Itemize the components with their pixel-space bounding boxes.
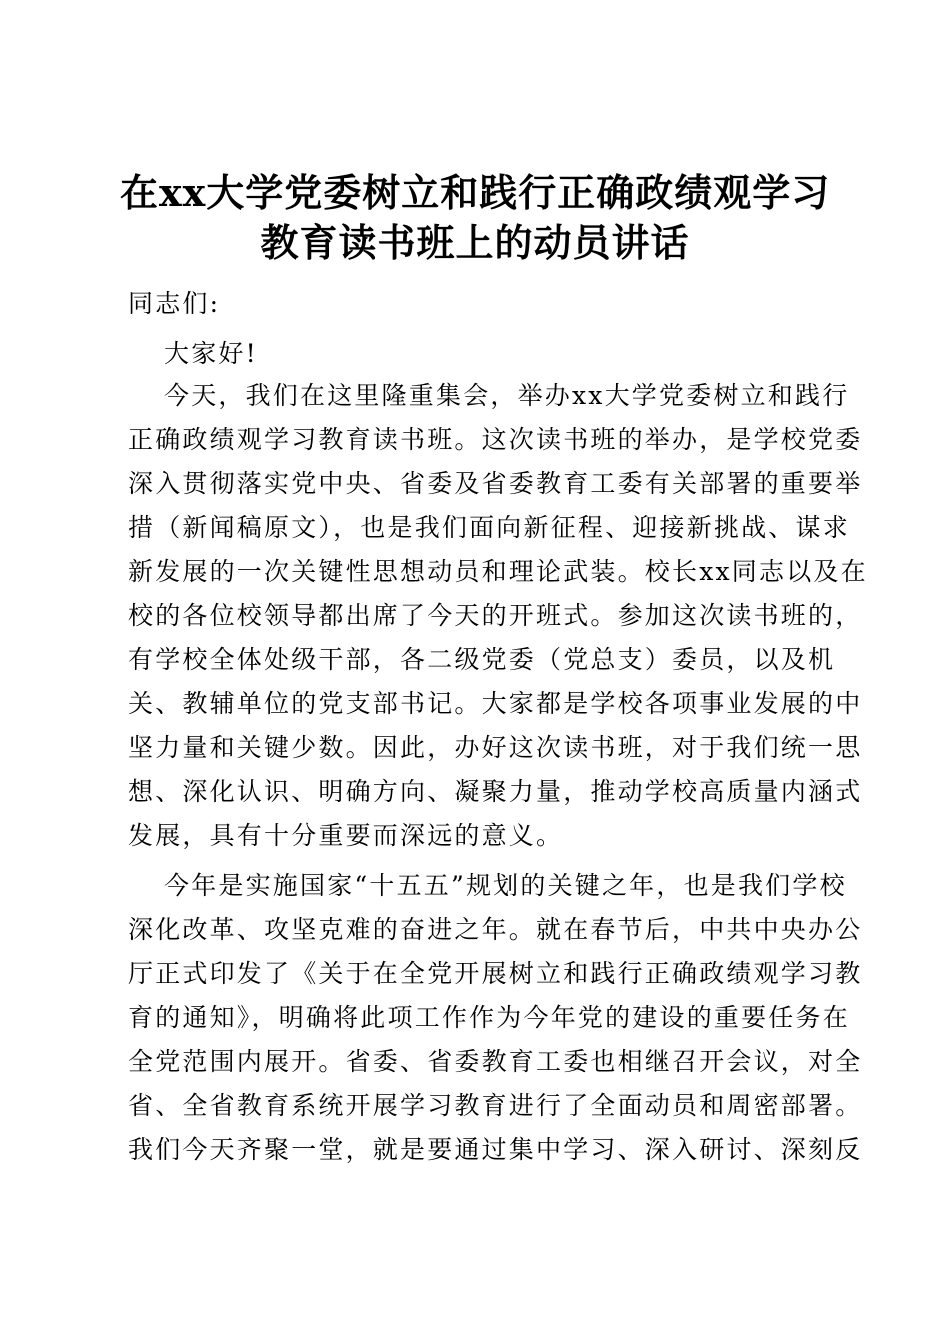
paragraph-2-line: 我们今天齐聚一堂，就是要通过集中学习、深入研讨、深刻反 xyxy=(128,1135,863,1164)
paragraph-2-line: 深化改革、攻坚克难的奋进之年。就在春节后，中共中央办公 xyxy=(128,915,863,944)
document-title-line-1: 在xx大学党委树立和践行正确政绩观学习 xyxy=(120,170,831,215)
paragraph-2-line: 厅正式印发了《关于在全党开展树立和践行正确政绩观学习教 xyxy=(128,959,863,988)
paragraph-2-line: 省、全省教育系统开展学习教育进行了全面动员和周密部署。 xyxy=(128,1091,863,1120)
paragraph-2-line: 今年是实施国家“十五五”规划的关键之年，也是我们学校 xyxy=(164,871,847,900)
paragraph-1-line: 深入贯彻落实党中央、省委及省委教育工委有关部署的重要举 xyxy=(128,469,863,498)
paragraph-1-line: 校的各位校领导都出席了今天的开班式。参加这次读书班的， xyxy=(128,601,863,630)
paragraph-1-line: 坚力量和关键少数。因此，办好这次读书班，对于我们统一思 xyxy=(128,733,863,762)
document-title-line-2: 教育读书班上的动员讲话 xyxy=(260,220,690,265)
paragraph-1-line: 想、深化认识、明确方向、凝聚力量，推动学校高质量内涵式 xyxy=(128,777,863,806)
greeting: 大家好! xyxy=(164,339,258,368)
paragraph-1-line: 措（新闻稿原文），也是我们面向新征程、迎接新挑战、谋求 xyxy=(128,513,850,542)
paragraph-2-line: 全党范围内展开。省委、省委教育工委也相继召开会议，对全 xyxy=(128,1047,863,1076)
paragraph-1-line: 新发展的一次关键性思想动员和理论武装。校长xx同志以及在 xyxy=(128,557,868,586)
paragraph-1-line: 今天，我们在这里隆重集会，举办xx大学党委树立和践行 xyxy=(164,381,850,410)
paragraph-1-line: 有学校全体处级干部，各二级党委（党总支）委员，以及机 xyxy=(128,645,836,674)
paragraph-1-line: 发展，具有十分重要而深远的意义。 xyxy=(128,821,564,850)
salutation: 同志们: xyxy=(128,289,221,318)
paragraph-2-line: 育的通知》，明确将此项工作作为今年党的建设的重要任务在 xyxy=(128,1003,850,1032)
paragraph-1-line: 关、教辅单位的党支部书记。大家都是学校各项事业发展的中 xyxy=(128,689,863,718)
paragraph-1-line: 正确政绩观学习教育读书班。这次读书班的举办，是学校党委 xyxy=(128,425,863,454)
